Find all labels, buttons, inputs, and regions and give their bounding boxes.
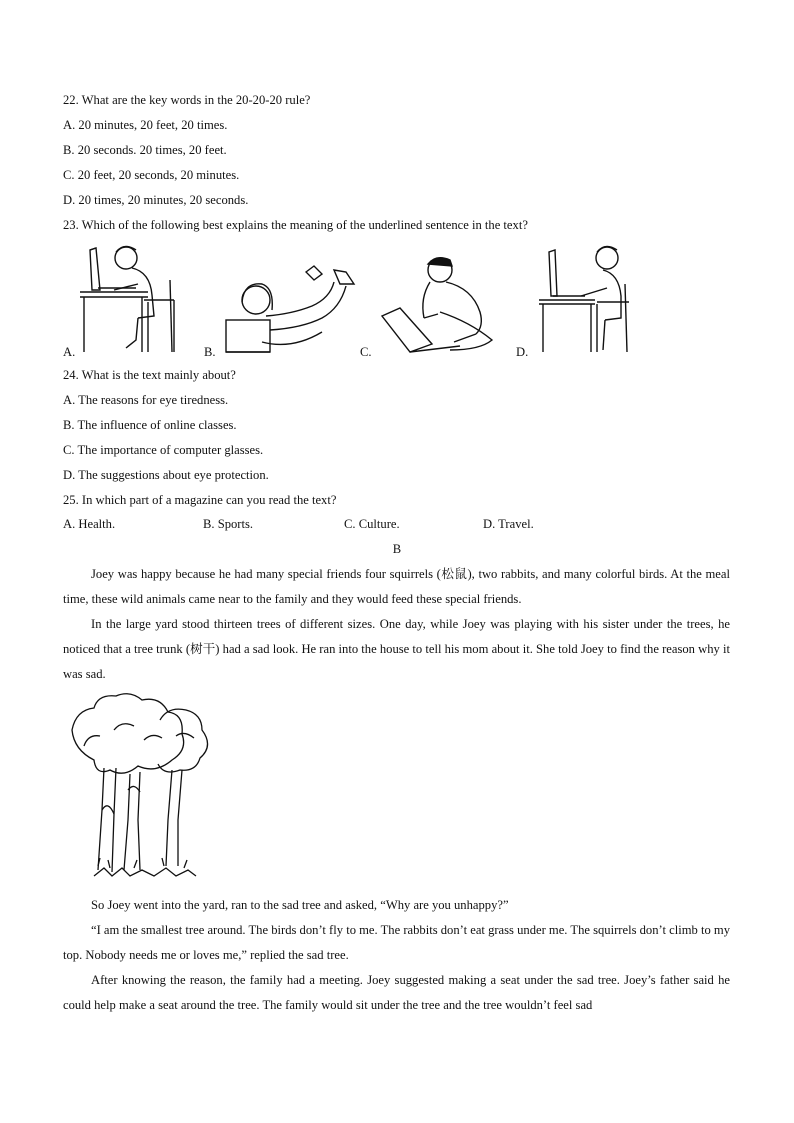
- q24-option-d: D. The suggestions about eye protection.: [63, 468, 269, 482]
- picture-d-man-upright-at-computer: [535, 240, 635, 355]
- paragraph-4: “I am the smallest tree around. The birds don’t fly to me. The rabbits don’t eat grass under me. The squirrels don’t climb to my top. Nobody needs me or loves me,” replied the sad tree.: [63, 923, 730, 962]
- q24-option-b: B. The influence of online classes.: [63, 418, 237, 432]
- q22-option-d: D. 20 times, 20 minutes, 20 seconds.: [63, 193, 249, 207]
- paragraph-2: In the large yard stood thirteen trees of different sizes. One day, while Joey was playing with his sister under the trees, he noticed that a tree trunk (树干) had a sad look. He ran into the house to tell his mom about it. She told Joey to find the reason why it was sad.: [63, 617, 730, 681]
- q23-label-d: D.: [516, 345, 529, 359]
- picture-a-boy-at-computer: [76, 240, 188, 355]
- q25-option-c: C. Culture.: [344, 517, 400, 531]
- q22-option-a: A. 20 minutes, 20 feet, 20 times.: [63, 118, 228, 132]
- q22-option-c: C. 20 feet, 20 seconds, 20 minutes.: [63, 168, 240, 182]
- paragraph-3: So Joey went into the yard, ran to the sad tree and asked, “Why are you unhappy?”: [91, 898, 509, 912]
- q25-option-a: A. Health.: [63, 517, 116, 531]
- paragraph-1: Joey was happy because he had many special friends four squirrels (松鼠), two rabbits, and many colorful birds. At the meal time, these wild animals came near to the family and they would feed these special friends.: [63, 567, 730, 606]
- q25-option-b: B. Sports.: [203, 517, 254, 531]
- q25-option-d: D. Travel.: [483, 517, 534, 531]
- q24-option-a: A. The reasons for eye tiredness.: [63, 393, 229, 407]
- q22-option-b: B. 20 seconds. 20 times, 20 feet.: [63, 143, 227, 157]
- q24-option-c: C. The importance of computer glasses.: [63, 443, 264, 457]
- q23-label-b: B.: [204, 345, 216, 359]
- q24-question: 24. What is the text mainly about?: [63, 368, 236, 382]
- q23-label-a: A.: [63, 345, 76, 359]
- q22-question: 22. What are the key words in the 20-20-20 rule?: [63, 93, 311, 107]
- picture-c-man-on-floor-with-laptop: [380, 252, 510, 357]
- picture-b-girl-lying-with-laptop: [222, 262, 362, 357]
- q25-question: 25. In which part of a magazine can you read the text?: [63, 493, 337, 507]
- trees-illustration: [64, 690, 214, 885]
- q23-question: 23. Which of the following best explains the meaning of the underlined sentence in the text?: [63, 218, 528, 232]
- q23-label-c: C.: [360, 345, 372, 359]
- paragraph-5: After knowing the reason, the family had a meeting. Joey suggested making a seat under the sad tree. Joey’s father said he could help make a seat around the tree. The family would sit under the tree and the tree wouldn’t feel sad: [63, 973, 730, 1012]
- section-b-heading: B: [392, 542, 402, 556]
